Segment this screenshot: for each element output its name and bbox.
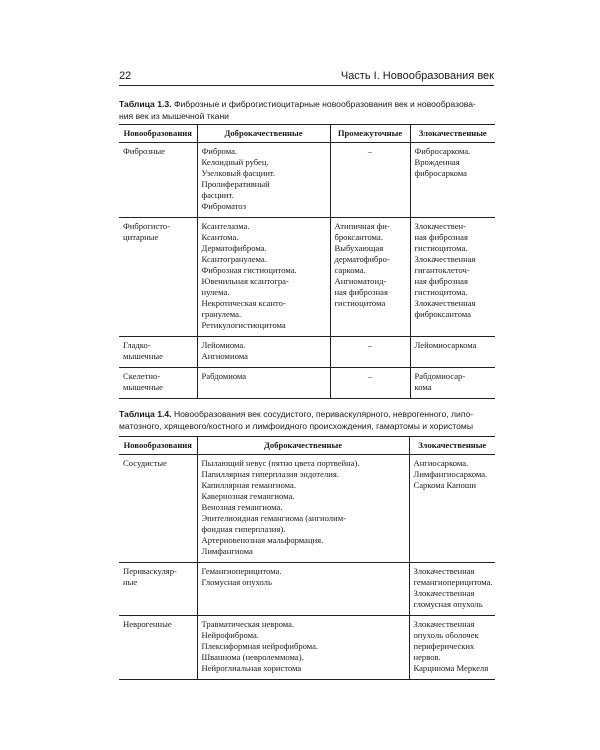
malignant-cell xyxy=(409,563,495,616)
cell-line: Ангиомиома xyxy=(201,351,248,361)
cell-line: фиброксантома xyxy=(414,309,471,319)
cell-line: Фиброматоз xyxy=(201,201,246,211)
cell-line: Злокачественная xyxy=(413,566,475,576)
cell-line: Нейрофиброма. xyxy=(201,630,260,640)
cell-line: Атипичная фи- xyxy=(334,221,390,231)
cell-line: Лейомиосаркома xyxy=(414,340,477,350)
table-row xyxy=(119,337,495,368)
cell-line: Ретикулогистиоцитома xyxy=(201,320,286,330)
cell-line: гистиоцитома. xyxy=(414,287,468,297)
column-header: Злокачественные xyxy=(410,125,495,143)
cell-line: – xyxy=(367,340,373,350)
intermediate-cell xyxy=(330,143,410,218)
column-header: Новообразования xyxy=(119,125,197,143)
cell-line: Врожденная xyxy=(414,157,460,167)
benign-cell xyxy=(197,563,409,616)
table-1-4-caption xyxy=(119,408,499,432)
cell-line: гранулема. xyxy=(201,309,242,319)
table-1-3-caption xyxy=(119,98,499,122)
table-1-3-caption-line: ния век из мышечной ткани xyxy=(119,111,229,121)
benign-cell xyxy=(197,455,409,563)
cell-line: – xyxy=(367,371,373,381)
malignant-cell xyxy=(409,455,495,563)
column-header: Злокачественные xyxy=(409,437,495,455)
table-row xyxy=(119,616,495,680)
table-1-3 xyxy=(119,124,495,399)
cell-line: Лимфангиома xyxy=(201,546,253,556)
cell-line: Гемангиоперицитома. xyxy=(201,566,282,576)
part-title: Часть I. Новообразования век xyxy=(340,70,494,82)
cell-line: гигантоклеточ- xyxy=(414,265,470,275)
cell-line: Ангиоматоид- xyxy=(334,276,387,286)
table-1-3-caption-line: Фиброзные и фиброгистиоцитарные новообразования век и новообразова- xyxy=(173,99,476,109)
cell-line: Периваскуляр- xyxy=(123,566,177,576)
cell-line: Пролиферативный xyxy=(201,179,270,189)
cell-line: Злокачествен- xyxy=(414,221,466,231)
cell-line: Капиллярная гемангиома. xyxy=(201,480,296,490)
page-number: 22 xyxy=(119,70,132,82)
page-header xyxy=(119,70,494,82)
malignant-cell xyxy=(410,218,495,337)
table-row xyxy=(119,218,495,337)
category-cell xyxy=(119,218,197,337)
cell-line: Артериовенозная мальформация. xyxy=(201,535,324,545)
table-row xyxy=(119,368,495,399)
cell-line: Злокачественная xyxy=(413,588,475,598)
cell-line: Фиброма. xyxy=(201,146,238,156)
cell-line: Злокачественная xyxy=(414,254,476,264)
cell-line: ные xyxy=(123,577,138,587)
cell-line: гистиоцитома. xyxy=(414,243,468,253)
cell-line: гистиоцитома xyxy=(334,298,386,308)
cell-line: Ксантелазма. xyxy=(201,221,250,231)
cell-line: Фибросаркома. xyxy=(414,146,471,156)
cell-line: Кавернозная гемангиома. xyxy=(201,491,295,501)
table-1-4-label: Таблица 1.4. xyxy=(119,409,172,419)
cell-line: Эпителиоидная гемангиома (ангиолим- xyxy=(201,513,346,523)
cell-line: Рабдомиома xyxy=(201,371,247,381)
cell-line: Узелковый фасциит. xyxy=(201,168,276,178)
cell-line: ная фиброзная xyxy=(334,287,388,297)
cell-line: броксантома. xyxy=(334,232,383,242)
benign-cell xyxy=(197,218,330,337)
table-1-4-caption-line: Новообразования век сосудистого, периваскулярного, неврогенного, липо- xyxy=(173,409,474,419)
table-1-4-caption-line: матозного, хрящевого/костного и лимфоидного происхождения, гамартомы и хористомы xyxy=(119,421,474,431)
cell-line: периферических xyxy=(413,641,475,651)
table-row xyxy=(119,455,495,563)
category-cell xyxy=(119,616,197,680)
column-header: Новообразования xyxy=(119,437,197,455)
cell-line: Выбухающая xyxy=(334,243,384,253)
cell-line: цитарные xyxy=(123,232,159,242)
column-header: Доброкачественные xyxy=(197,437,409,455)
cell-line: Ксантогранулема. xyxy=(201,254,267,264)
cell-line: Сосудистые xyxy=(123,458,167,468)
cell-line: саркома. xyxy=(334,265,366,275)
cell-line: Скелетно- xyxy=(123,371,161,381)
cell-line: опухоль оболочек xyxy=(413,630,479,640)
table-row xyxy=(119,143,495,218)
cell-line: нервов. xyxy=(413,652,441,662)
cell-line: Дерматофиброма. xyxy=(201,243,267,253)
cell-line: Злокачественная xyxy=(414,298,476,308)
cell-line: Гломусная опухоль xyxy=(201,577,272,587)
intermediate-cell xyxy=(330,337,410,368)
cell-line: Нейроглиальная хористома xyxy=(201,663,302,673)
cell-line: мышечные xyxy=(123,351,163,361)
cell-line: нулема. xyxy=(201,287,230,297)
cell-line: дерматофибро- xyxy=(334,254,390,264)
cell-line: ная фиброзная xyxy=(414,276,468,286)
cell-line: Злокачественная xyxy=(413,619,475,629)
cell-line: фоидная гиперплазия). xyxy=(201,524,286,534)
benign-cell xyxy=(197,337,330,368)
cell-line: гломусная опухоль xyxy=(413,599,483,609)
intermediate-cell xyxy=(330,218,410,337)
header-rule xyxy=(119,85,494,86)
cell-line: Гладко- xyxy=(123,340,151,350)
intermediate-cell xyxy=(330,368,410,399)
malignant-cell xyxy=(410,337,495,368)
category-cell xyxy=(119,563,197,616)
cell-line: Плексиформная нейрофиброма. xyxy=(201,641,319,651)
category-cell xyxy=(119,337,197,368)
cell-line: Папиллярная гиперплазия эндотелия. xyxy=(201,469,339,479)
cell-line: Фиброзная гистиоцитома. xyxy=(201,265,297,275)
cell-line: Ювенильная ксантогра- xyxy=(201,276,289,286)
cell-line: мышечные xyxy=(123,382,163,392)
table-row xyxy=(119,563,495,616)
cell-line: Лейомиома. xyxy=(201,340,246,350)
cell-line: Шваннома (невролеммома). xyxy=(201,652,304,662)
table-1-3-label: Таблица 1.3. xyxy=(119,99,172,109)
table-1-4 xyxy=(119,436,495,680)
cell-line: Рабдомиосар- xyxy=(414,371,466,381)
cell-line: гемангиоперицитома. xyxy=(413,577,493,587)
cell-line: Карцинома Меркеля xyxy=(413,663,489,673)
column-header: Промежуточные xyxy=(330,125,410,143)
cell-line: Келоидный рубец. xyxy=(201,157,269,167)
category-cell xyxy=(119,455,197,563)
cell-line: Некротическая ксанто- xyxy=(201,298,286,308)
cell-line: Ксантома. xyxy=(201,232,239,242)
table-header-row xyxy=(119,437,495,455)
cell-line: Саркома Капоши xyxy=(413,480,476,490)
cell-line: Травматическая неврома. xyxy=(201,619,295,629)
cell-line: Ангиосаркома. xyxy=(413,458,469,468)
cell-line: Венозная гемангиома. xyxy=(201,502,283,512)
cell-line: фибросаркома xyxy=(414,168,467,178)
malignant-cell xyxy=(410,143,495,218)
cell-line: – xyxy=(367,146,373,156)
cell-line: ная фиброзная xyxy=(414,232,468,242)
cell-line: Фиброзные xyxy=(123,146,165,156)
category-cell xyxy=(119,143,197,218)
cell-line: Пылающий невус (пятно цвета портвейна). xyxy=(201,458,360,468)
column-header: Доброкачественные xyxy=(197,125,330,143)
benign-cell xyxy=(197,143,330,218)
cell-line: кома xyxy=(414,382,432,392)
benign-cell xyxy=(197,368,330,399)
table-header-row xyxy=(119,125,495,143)
benign-cell xyxy=(197,616,409,680)
category-cell xyxy=(119,368,197,399)
malignant-cell xyxy=(409,616,495,680)
cell-line: Лимфангиосаркома. xyxy=(413,469,488,479)
cell-line: фасциит. xyxy=(201,190,234,200)
cell-line: Неврогенные xyxy=(123,619,172,629)
malignant-cell xyxy=(410,368,495,399)
cell-line: Фиброгисто- xyxy=(123,221,171,231)
